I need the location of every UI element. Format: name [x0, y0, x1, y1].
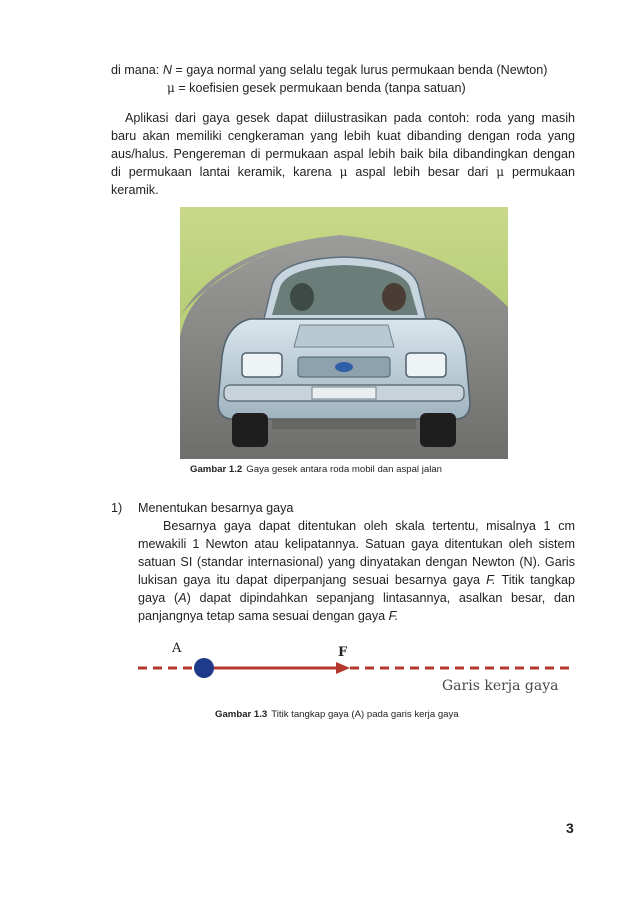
p1-l4-b: aspal lebih besar dari	[355, 165, 489, 179]
section1-line4	[138, 572, 575, 589]
section1-line5	[138, 590, 575, 607]
figure-1-2-caption	[190, 464, 442, 475]
car-illustration	[180, 207, 508, 459]
definition-mu	[167, 80, 466, 97]
definition-prefix: di mana:	[111, 63, 160, 77]
tire-left	[232, 413, 268, 447]
line-of-action-diagram	[136, 640, 576, 696]
car-shadow	[272, 419, 416, 429]
paragraph1-line1: Aplikasi dari gaya gesek dapat diilustrasikan pada contoh: roda yang masih	[125, 111, 575, 125]
badge	[335, 362, 353, 372]
label-f: F	[338, 645, 348, 660]
passenger-silhouette	[382, 283, 406, 311]
variable-a: A	[178, 591, 187, 605]
label-line-of-action: Garis kerja gaya	[442, 678, 559, 694]
figure-caption-text: Titik tangkap gaya (A) pada garis kerja gaya	[271, 709, 459, 720]
mu-symbol: μ	[167, 81, 175, 95]
figure-caption-text: Gaya gesek antara roda mobil dan aspal jalan	[246, 464, 442, 475]
headlight-left	[242, 353, 282, 377]
page-number: 3	[566, 820, 574, 836]
hood-scoop	[294, 325, 394, 347]
section-number: 1)	[111, 501, 123, 515]
s1-l4-a: lukisan gaya itu dapat diperpanjang sesuai besarnya gaya	[138, 573, 481, 587]
definition-n-text: = gaya normal yang selalu tegak lurus permukaan benda (Newton)	[175, 63, 548, 77]
mu-symbol: μ	[496, 165, 505, 179]
variable-f: F.	[388, 609, 399, 623]
s1-l4-b: Titik tangkap	[501, 573, 576, 587]
paragraph1-line3: aus/halus. Pengereman di permukaan aspal lebih baik bila dibandingkan dengan	[111, 147, 575, 161]
headlight-right	[406, 353, 446, 377]
arrow-head-icon	[336, 662, 350, 674]
definition-mu-text: = koefisien gesek permukaan benda (tanpa satuan)	[178, 81, 466, 95]
section-heading: Menentukan besarnya gaya	[138, 501, 294, 515]
tire-right	[420, 413, 456, 447]
variable-f: F.	[486, 573, 496, 587]
section1-line1: Besarnya gaya dapat ditentukan oleh skala tertentu, misalnya 1 cm	[163, 519, 575, 533]
point-a-dot	[194, 658, 214, 678]
s1-l5-b: ) dapat dipindahkan sepanjang lintasannya, asalkan besar, dan	[186, 591, 575, 605]
figure-1-3-caption	[215, 709, 459, 720]
p1-l4-a: di permukaan lantai keramik, karena	[111, 165, 332, 179]
section1-line6	[138, 608, 398, 625]
p1-l4-c: permukaan	[511, 165, 575, 179]
figure-label: Gambar 1.2	[190, 464, 243, 475]
label-a: A	[172, 641, 182, 656]
paragraph1-line2: baru akan memiliki cengkeraman yang lebih kuat dibanding dengan roda yang	[111, 129, 575, 143]
variable-n: N	[162, 63, 172, 77]
section1-line3: satuan SI (standar internasional) yang dinyatakan dengan Newton (N). Garis	[138, 555, 575, 569]
mu-symbol: μ	[339, 165, 348, 179]
paragraph1-line5: keramik.	[111, 183, 159, 197]
s1-l6-a: panjangnya tetap sama sesuai dengan gaya	[138, 609, 386, 623]
driver-silhouette	[290, 283, 314, 311]
s1-l5-a: gaya (	[138, 591, 179, 605]
license-plate	[312, 387, 376, 399]
section1-line2: mewakili 1 Newton atau kelipatannya. Satuan gaya ditentukan oleh sistem	[138, 537, 575, 551]
definition-normal-force	[111, 62, 548, 79]
paragraph1-line4	[111, 164, 575, 181]
figure-label: Gambar 1.3	[215, 709, 268, 720]
